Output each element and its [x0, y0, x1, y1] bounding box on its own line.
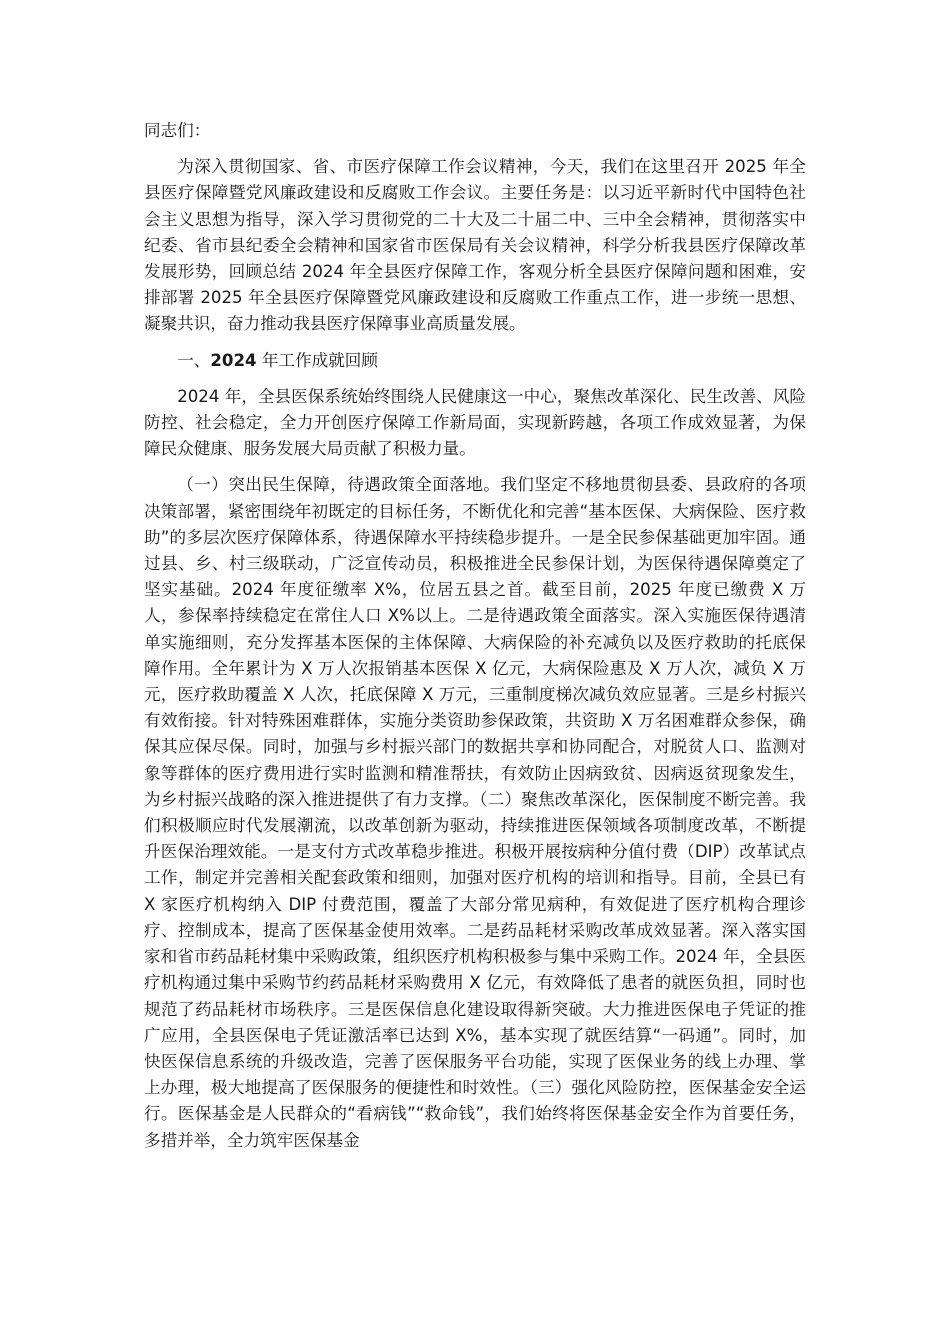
body-paragraph: （一）突出民生保障，待遇政策全面落地。我们坚定不移地贯彻县委、县政府的各项决策部署，紧密围绕年初既定的目标任务，不断优化和完善“基本医保、大病保险、医疗救助”的多层次医疗保障体系，待遇保障水平持续稳步提升。一是全民参保基础更加牢固。通过县、乡、村三级联动，广泛宣传动员，积极推进全民参保计划，为医保待遇保障奠定了坚实基础。2024 年度征缴率 X%，位居五县之首。截至目前，2025 年度已缴费 X 万人，参保率持续稳定在常住人口 X%以上。二是待遇政策全面落实。深入实施医保待遇清单实施细则，充分发挥基本医保的主体保障、大病保险的补充减负以及医疗救助的托底保障作用。全年累计为 X 万人次报销基本医保 X 亿元，大病保险惠及 X 万人次，减负 X 万元，医疗救助覆盖 X 人次，托底保障 X 万元，三重制度梯次减负效应显著。三是乡村振兴有效衔接。针对特殊困难群体，实施分类资助参保政策，共资助 X 万名困难群众参保，确保其应保尽保。同时，加强与乡村振兴部门的数据共享和协同配合，对脱贫人口、监测对象等群体的医疗费用进行实时监测和精准帮扶，有效防止因病致贫、因病返贫现象发生，为乡村振兴战略的深入推进提供了有力支撑。（二）聚焦改革深化，医保制度不断完善。我们积极顺应时代发展潮流，以改革创新为驱动，持续推进医保领域各项制度改革，不断提升医保治理效能。一是支付方式改革稳步推进。积极开展按病种分值付费（DIP）改革试点工作，制定并完善相关配套政策和细则，加强对医疗机构的培训和指导。目前，全县已有 X 家医疗机构纳入 DIP 付费范围，覆盖了大部分常见病种，有效促进了医疗机构合理诊疗、控制成本，提高了医保基金使用效率。二是药品耗材采购改革成效显著。深入落实国家和省市药品耗材集中采购政策，组织医疗机构积极参与集中采购工作。2024 年，全县医疗机构通过集中采购节约药品耗材采购费用 X 亿元，有效降低了患者的就医负担，同时也规范了药品耗材市场秩序。三是医保信息化建设取得新突破。大力推进医保电子凭证的推广应用，全县医保电子凭证激活率已达到 X%，基本实现了就医结算“一码通”。同时，加快医保信息系统的升级改造，完善了医保服务平台功能，实现了医保业务的线上办理、掌上办理，极大地提高了医保服务的便捷性和时效性。（三）强化风险防控，医保基金安全运行。医保基金是人民群众的“看病钱”“救命钱”，我们始终将医保基金安全作为首要任务，多措并举，全力筑牢医保基金: [144, 475, 806, 1150]
section-year: 2024: [210, 350, 257, 370]
section-number: 一、: [177, 350, 211, 370]
document-page: [144, 118, 806, 1154]
intro-paragraph: 为深入贯彻国家、省、市医疗保障工作会议精神，今天，我们在这里召开 2025 年全县医疗保障暨党风廉政建设和反腐败工作会议。主要任务是：以习近平新时代中国特色社会主义思想为指导，深入学习贯彻党的二十大及二十届二中、三中全会精神，贯彻落实中纪委、省市县纪委全会精神和国家省市医保局有关会议精神，科学分析我县医疗保障改革发展形势，回顾总结 2024 年全县医疗保障工作，客观分析全县医疗保障问题和困难，安排部署 2025 年全县医疗保障暨党风廉政建设和反腐败工作重点工作，进一步统一思想、凝聚共识，奋力推动我县医疗保障事业高质量发展。: [144, 157, 806, 334]
section-heading: [144, 348, 806, 374]
greeting: 同志们：: [144, 121, 211, 140]
summary-paragraph: 2024 年，全县医保系统始终围绕人民健康这一中心，聚焦改革深化、民生改善、风险防控、社会稳定，全力开创医疗保障工作新局面，实现新跨越，各项工作成效显著，为保障民众健康、服务发展大局贡献了积极力量。: [144, 386, 806, 459]
section-title: 年工作成就回顾: [256, 350, 378, 370]
